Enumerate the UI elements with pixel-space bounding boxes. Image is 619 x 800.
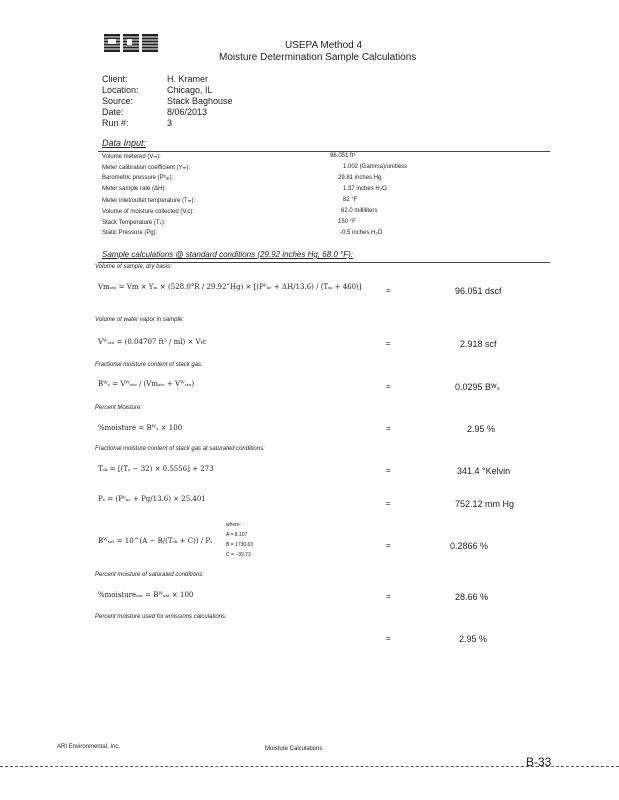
- water-vapor-formula: Vᵂₛₜₒ = (0.04707 ft³ / ml) × Vₗc: [98, 338, 207, 346]
- bsat-constants: [226, 520, 253, 560]
- input-value: 1.002 (Gamma)/unitless: [343, 164, 408, 170]
- run-value: 3: [167, 118, 173, 128]
- const-a: A = 8.107: [226, 532, 248, 538]
- used-result: 2.95 %: [459, 634, 488, 644]
- location-label: Location:: [102, 85, 139, 95]
- vol-sample-label: Volume of sample, dry basis:: [95, 264, 172, 270]
- scan-artifact-line: [0, 766, 619, 767]
- input-value: 1.37 inches H₂O: [343, 186, 387, 192]
- vol-sample-result: 96.051 dscf: [455, 286, 502, 296]
- document-subtitle: Moisture Determination Sample Calculations: [219, 52, 417, 63]
- source-label: Source:: [102, 96, 134, 106]
- input-label: Volume metered (Vₘ):: [102, 154, 161, 160]
- equals-sign: =: [386, 339, 391, 348]
- bsat-result: 0.2866 %: [450, 541, 489, 551]
- footer-company: ARI Environmental, Inc.: [57, 744, 121, 750]
- input-label: Volume of moisture collected (Vₗc):: [102, 209, 195, 215]
- location-value: Chicago, IL: [167, 85, 213, 95]
- equals-sign: =: [386, 466, 391, 475]
- const-b: B = 1730.63: [226, 542, 254, 548]
- ps-result: 752.12 mm Hg: [455, 499, 515, 509]
- data-input-heading: Data Input:: [102, 138, 147, 148]
- ts-result: 341.4 °Kelvin: [457, 466, 511, 476]
- equals-sign: =: [386, 499, 391, 508]
- input-value: -0.5 inches H₂O: [340, 230, 383, 236]
- source-value: Stack Baghouse: [167, 96, 233, 106]
- input-value: 62.0 milliliters: [341, 208, 378, 214]
- ari-logo: [102, 32, 160, 54]
- const-c: C = −39.73: [226, 552, 251, 558]
- calc-heading: Sample calculations @ standard conditions (29.92 inches Hg, 68.0 °F):: [102, 250, 354, 259]
- equals-sign: =: [386, 382, 391, 391]
- run-label: Run #:: [102, 118, 129, 128]
- date-label: Date:: [102, 107, 124, 117]
- pct-moist-formula: %moisture = Bᵂₛ × 100: [98, 424, 183, 432]
- vol-sample-formula: Vmₛₜₒ = Vm × Yₘ × (528.0°R / 29.92”Hg) × [(Pᵇₐᵣ + ΔH/13.6) / (Tₘ + 460)]: [98, 283, 362, 291]
- input-label: Stack Temperature (Tₛ):: [102, 220, 166, 226]
- ts-formula: Tₛₖ = [(Tₛ − 32) × 0.5556] + 273: [98, 465, 214, 473]
- input-value: 96.051 ft³: [330, 153, 356, 159]
- equals-sign: =: [386, 634, 391, 643]
- equals-sign: =: [386, 592, 391, 601]
- input-value: 82 °F: [343, 197, 358, 203]
- client-label: Client:: [102, 74, 128, 84]
- bsat-formula: Bᵂₛₐₜ = 10^(A − B/(Tₛₖ + C)) / Pₛ: [98, 537, 213, 545]
- used-label: Percent moisture used for emissions calculations:: [95, 614, 227, 620]
- input-label: Meter sample rate (ΔH):: [102, 186, 167, 192]
- sat-label: Fractional moisture content of stack gas at saturated conditions:: [95, 446, 265, 452]
- page-number: B-33: [526, 755, 552, 769]
- pct-moist-result: 2.95 %: [467, 424, 496, 434]
- input-label: Meter calibration coefficient (Yₘ):: [102, 165, 190, 171]
- document-title: USEPA Method 4: [285, 40, 363, 51]
- pct-moist-label: Percent Moisture:: [95, 405, 143, 411]
- pct-sat-formula: %moistureₛₐₜ = Bᵂₛₐₜ × 100: [98, 591, 194, 599]
- equals-sign: =: [386, 424, 391, 433]
- input-label: Meter inlet/outlet temperature (Tₘ):: [102, 198, 196, 204]
- date-value: 8/06/2013: [167, 107, 208, 117]
- section-rule: [98, 262, 550, 263]
- water-vapor-result: 2.918 scf: [460, 339, 497, 349]
- frac-moist-formula: Bᵂₛ = Vᵂₛₜₒ / (Vmₛₜₒ + Vᵂₛₜₒ): [98, 380, 195, 388]
- client-value: H. Kramer: [167, 74, 209, 84]
- frac-moist-label: Fractional moisture content of stack gas:: [95, 362, 203, 368]
- input-label: Barometric pressure (Pᵇₐᵣ):: [102, 175, 174, 181]
- equals-sign: =: [386, 541, 391, 550]
- footer-title: Moisture Calculations: [265, 746, 323, 752]
- pct-sat-result: 28.66 %: [455, 592, 489, 602]
- input-value: 29.81 inches Hg: [338, 175, 382, 181]
- const-where: where:: [226, 522, 242, 528]
- water-vapor-label: Volume of water vapor in sample:: [95, 317, 184, 323]
- input-label: Static Pressure (Pg):: [102, 230, 158, 236]
- equals-sign: =: [386, 286, 391, 295]
- ps-formula: Pₛ = (Pᵇₐᵣ + Pg/13.6) × 25.401: [98, 495, 206, 503]
- frac-moist-result: 0.0295 Bᵂₛ: [455, 382, 500, 392]
- pct-sat-label: Percent moisture of saturated conditions:: [95, 572, 205, 578]
- section-rule: [98, 151, 550, 152]
- input-value: 150 °F: [338, 219, 356, 225]
